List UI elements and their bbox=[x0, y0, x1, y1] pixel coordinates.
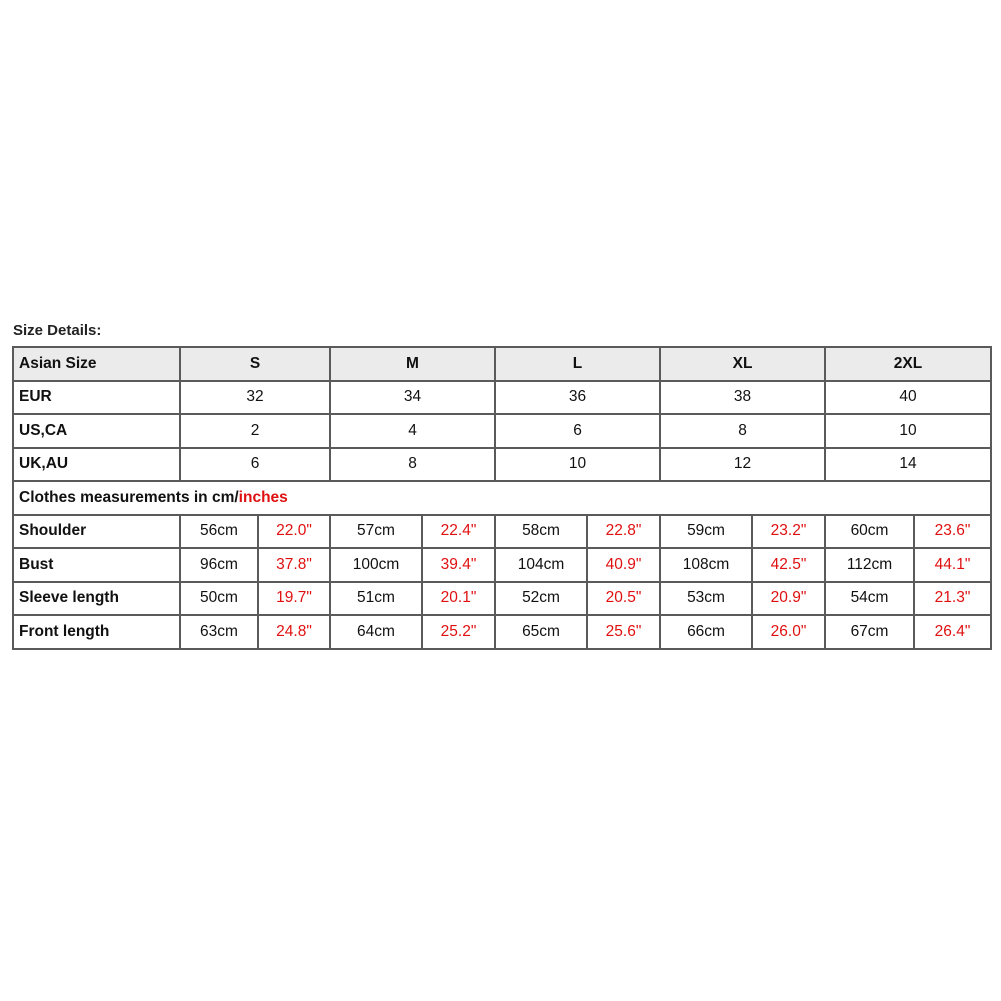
cm-cell: 57cm bbox=[330, 515, 422, 549]
table-cell: 6 bbox=[495, 414, 660, 448]
cm-cell: 59cm bbox=[660, 515, 752, 549]
table-cell: 12 bbox=[660, 448, 825, 482]
table-cell: 10 bbox=[495, 448, 660, 482]
page-title: Size Details: bbox=[13, 322, 102, 339]
inch-cell: 19.7" bbox=[258, 582, 330, 616]
cm-cell: 52cm bbox=[495, 582, 587, 616]
inch-cell: 20.5" bbox=[587, 582, 660, 616]
inch-cell: 42.5" bbox=[752, 548, 825, 582]
inch-cell: 21.3" bbox=[914, 582, 991, 616]
size-header-m: M bbox=[330, 347, 495, 381]
measurement-row-front-length bbox=[13, 615, 991, 649]
cm-cell: 58cm bbox=[495, 515, 587, 549]
table-cell: 14 bbox=[825, 448, 991, 482]
cm-cell: 112cm bbox=[825, 548, 914, 582]
cm-cell: 65cm bbox=[495, 615, 587, 649]
row-label: Shoulder bbox=[13, 515, 180, 549]
row-label: UK,AU bbox=[13, 448, 180, 482]
section-prefix: Clothes measurements in cm/ bbox=[19, 488, 239, 506]
cm-cell: 104cm bbox=[495, 548, 587, 582]
cm-cell: 96cm bbox=[180, 548, 258, 582]
size-header-2xl: 2XL bbox=[825, 347, 991, 381]
conversion-row-us-ca bbox=[13, 414, 991, 448]
table-cell: 2 bbox=[180, 414, 330, 448]
inch-cell: 39.4" bbox=[422, 548, 495, 582]
cm-cell: 50cm bbox=[180, 582, 258, 616]
inch-cell: 23.2" bbox=[752, 515, 825, 549]
inch-cell: 22.0" bbox=[258, 515, 330, 549]
table-cell: 40 bbox=[825, 381, 991, 415]
table-cell: 8 bbox=[330, 448, 495, 482]
cm-cell: 100cm bbox=[330, 548, 422, 582]
cm-cell: 54cm bbox=[825, 582, 914, 616]
size-header-xl: XL bbox=[660, 347, 825, 381]
conversion-row-eur bbox=[13, 381, 991, 415]
table-cell: 38 bbox=[660, 381, 825, 415]
size-table bbox=[12, 346, 992, 650]
row-label: Front length bbox=[13, 615, 180, 649]
section-highlight: inches bbox=[238, 488, 288, 506]
measurements-section-row bbox=[13, 481, 991, 515]
cm-cell: 53cm bbox=[660, 582, 752, 616]
row-label: Asian Size bbox=[13, 347, 180, 381]
inch-cell: 20.1" bbox=[422, 582, 495, 616]
conversion-row-uk-au bbox=[13, 448, 991, 482]
cm-cell: 51cm bbox=[330, 582, 422, 616]
table-cell: 6 bbox=[180, 448, 330, 482]
size-header-s: S bbox=[180, 347, 330, 381]
inch-cell: 25.2" bbox=[422, 615, 495, 649]
size-header-row bbox=[13, 347, 991, 381]
inch-cell: 26.0" bbox=[752, 615, 825, 649]
size-header-l: L bbox=[495, 347, 660, 381]
cm-cell: 63cm bbox=[180, 615, 258, 649]
table-cell: 34 bbox=[330, 381, 495, 415]
measurements-section-heading bbox=[13, 481, 991, 515]
cm-cell: 108cm bbox=[660, 548, 752, 582]
cm-cell: 60cm bbox=[825, 515, 914, 549]
inch-cell: 25.6" bbox=[587, 615, 660, 649]
inch-cell: 23.6" bbox=[914, 515, 991, 549]
inch-cell: 37.8" bbox=[258, 548, 330, 582]
table-cell: 10 bbox=[825, 414, 991, 448]
inch-cell: 22.4" bbox=[422, 515, 495, 549]
row-label: US,CA bbox=[13, 414, 180, 448]
cm-cell: 67cm bbox=[825, 615, 914, 649]
row-label: Bust bbox=[13, 548, 180, 582]
inch-cell: 20.9" bbox=[752, 582, 825, 616]
measurement-row-bust bbox=[13, 548, 991, 582]
inch-cell: 40.9" bbox=[587, 548, 660, 582]
row-label: EUR bbox=[13, 381, 180, 415]
inch-cell: 22.8" bbox=[587, 515, 660, 549]
inch-cell: 26.4" bbox=[914, 615, 991, 649]
measurement-row-sleeve-length bbox=[13, 582, 991, 616]
measurement-row-shoulder bbox=[13, 515, 991, 549]
inch-cell: 24.8" bbox=[258, 615, 330, 649]
cm-cell: 56cm bbox=[180, 515, 258, 549]
table-cell: 4 bbox=[330, 414, 495, 448]
inch-cell: 44.1" bbox=[914, 548, 991, 582]
table-cell: 8 bbox=[660, 414, 825, 448]
row-label: Sleeve length bbox=[13, 582, 180, 616]
cm-cell: 64cm bbox=[330, 615, 422, 649]
cm-cell: 66cm bbox=[660, 615, 752, 649]
table-cell: 36 bbox=[495, 381, 660, 415]
table-cell: 32 bbox=[180, 381, 330, 415]
